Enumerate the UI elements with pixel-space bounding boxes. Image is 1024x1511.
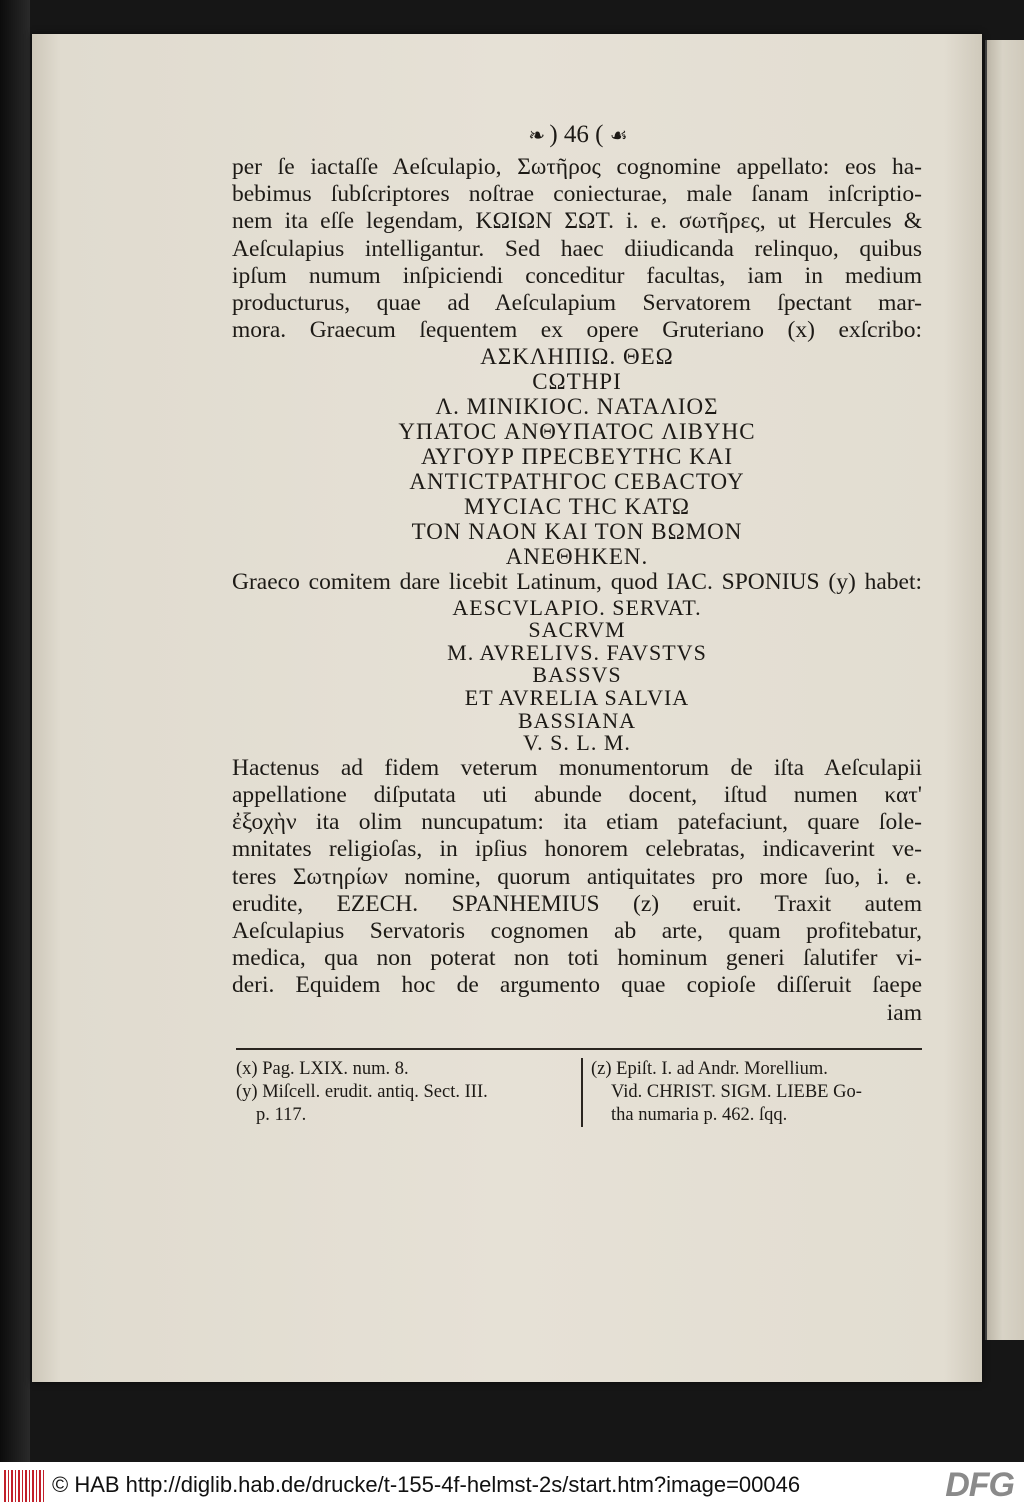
barcode-icon bbox=[4, 1470, 44, 1502]
paragraph-1 bbox=[232, 154, 922, 344]
inscription-line: ΑΣΚΛΗΠΙΩ. ΘΕΩ bbox=[480, 344, 674, 370]
text-line: mora. Graecum ſequentem ex opere Gruteriano (x) exſcribo: bbox=[232, 317, 922, 344]
inscription-line: BASSIANA bbox=[517, 707, 637, 733]
text-line: ipſum numum inſpiciendi conceditur facultas, iam in medium bbox=[232, 262, 922, 289]
text-line: ἐξοχὴν ita olim nuncupatum: ita etiam patefaciunt, quare ſole- bbox=[232, 809, 922, 836]
inscription-line: CΩΤΗΡΙ bbox=[532, 369, 622, 395]
book-spine bbox=[0, 0, 30, 1462]
inscription-line: ΑΝΤΙCΤΡΑΤΗΓΟC CΕΒΑCΤΟΥ bbox=[409, 469, 745, 495]
text-line: medica, qua non poterat non toti hominum generi ſalutifer vi- bbox=[232, 945, 922, 972]
footnote-rule bbox=[236, 1048, 922, 1050]
footnote-z-cont: Vid. CHRIST. SIGM. LIEBE Go- bbox=[611, 1082, 862, 1102]
text-line: teres Σωτηρίων nomine, quorum antiquitates pro more ſuo, i. e. bbox=[232, 863, 922, 890]
text-line: appellatione diſputata uti abunde docent, iſtud numen κατ' bbox=[232, 781, 922, 808]
catchword: iam bbox=[886, 999, 922, 1026]
page-text-block bbox=[232, 118, 922, 1027]
text-line: per ſe iactaſſe Aeſculapio, Σωτῆρος cognomine appellato: eos ha- bbox=[232, 154, 922, 180]
inscription-line: ΤΟΝ ΝΑΟΝ ΚΑΙ ΤΟΝ ΒΩΜΟΝ bbox=[411, 519, 743, 545]
inscription-line: SACRVM bbox=[528, 617, 626, 643]
inscription-line: ET AVRELIA SALVIA bbox=[464, 685, 690, 710]
dfg-logo: DFG bbox=[945, 1466, 1014, 1504]
footnote-z: (z) Epiſt. I. ad Andr. Morellium. bbox=[591, 1059, 828, 1079]
inscription-line: V. S. L. M. bbox=[523, 730, 631, 756]
inscription-line: BASSVS bbox=[532, 662, 622, 688]
text-line: mnitates religioſas, in ipſius honorem celebratas, indicaverint ve- bbox=[232, 836, 922, 863]
text-line: Hactenus ad fidem veterum monumentorum de iſta Aeſculapii bbox=[232, 754, 922, 781]
latin-inscription bbox=[232, 594, 922, 756]
paragraph-3 bbox=[232, 755, 922, 1027]
greek-inscription bbox=[232, 344, 922, 569]
inscription-line: ΥΠΑΤΟC ΑΝΘΥΠΑΤΟC ΛΙΒΥΗC bbox=[398, 419, 756, 445]
adjacent-page-edge bbox=[985, 40, 1024, 1340]
text-line: producturus, quae ad Aeſculapium Servatorem ſpectant mar- bbox=[232, 290, 922, 317]
text-line: nem ita eſſe legendam, ΚΩΙΩΝ ΣΩΤ. i. e. σωτῆρες, ut Hercules & bbox=[232, 208, 922, 235]
footnote-y-cont: p. 117. bbox=[256, 1105, 307, 1125]
footnotes-left-column bbox=[236, 1058, 576, 1127]
inscription-line: Λ. ΜΙΝΙΚΙΟC. ΝΑΤΑΛΙΟΣ bbox=[435, 394, 719, 420]
inscription-line: AESCVLAPIO. SERVAT. bbox=[452, 594, 702, 620]
footnote-z-cont: tha numaria p. 462. ſqq. bbox=[611, 1105, 788, 1125]
text-line: deri. Equidem hoc de argumento quae copioſe diſſeruit ſaepe bbox=[232, 972, 922, 999]
inscription-line: M. AVRELIVS. FAVSTVS bbox=[447, 639, 707, 665]
footnote-y: (y) Miſcell. erudit. antiq. Sect. III. bbox=[236, 1082, 488, 1102]
inscription-line: ΑΝΕΘΗΚΕΝ. bbox=[505, 544, 649, 570]
inscription-line: ΑΥΓΟΥΡ ΠΡΕCΒΕΥΤΗC ΚΑΙ bbox=[420, 444, 734, 470]
footer-copyright-link[interactable]: © HAB http://diglib.hab.de/drucke/t-155-4f-helmst-2s/start.htm?image=00046 bbox=[52, 1472, 801, 1497]
paragraph-2: Graeco comitem dare licebit Latinum, quod IAC. SPONIUS (y) habet: bbox=[232, 569, 922, 596]
text-line: bebimus ſubſcriptores noſtrae coniecturae, male ſanam inſcriptio- bbox=[232, 181, 922, 208]
inscription-line: ΜΥCΙΑC ΤΗC ΚΑΤΩ bbox=[464, 494, 690, 520]
footer-bar bbox=[0, 1462, 1024, 1511]
running-head bbox=[232, 118, 922, 152]
text-line: Aeſculapius Servatoris cognomen ab arte, quam profitebatur, bbox=[232, 918, 922, 944]
text-line: Aeſculapius intelligantur. Sed haec diiudicanda relinquo, quibus bbox=[232, 235, 922, 262]
footnotes-right-column bbox=[581, 1058, 936, 1127]
right-ornament-icon: ☙ bbox=[609, 125, 626, 147]
text-line: erudite, EZECH. SPANHEMIUS (z) eruit. Traxit autem bbox=[232, 890, 922, 917]
left-ornament-icon: ❧ bbox=[528, 125, 544, 147]
footnote-x: (x) Pag. LXIX. num. 8. bbox=[236, 1059, 409, 1079]
page-number: ) 46 ( bbox=[549, 121, 604, 148]
